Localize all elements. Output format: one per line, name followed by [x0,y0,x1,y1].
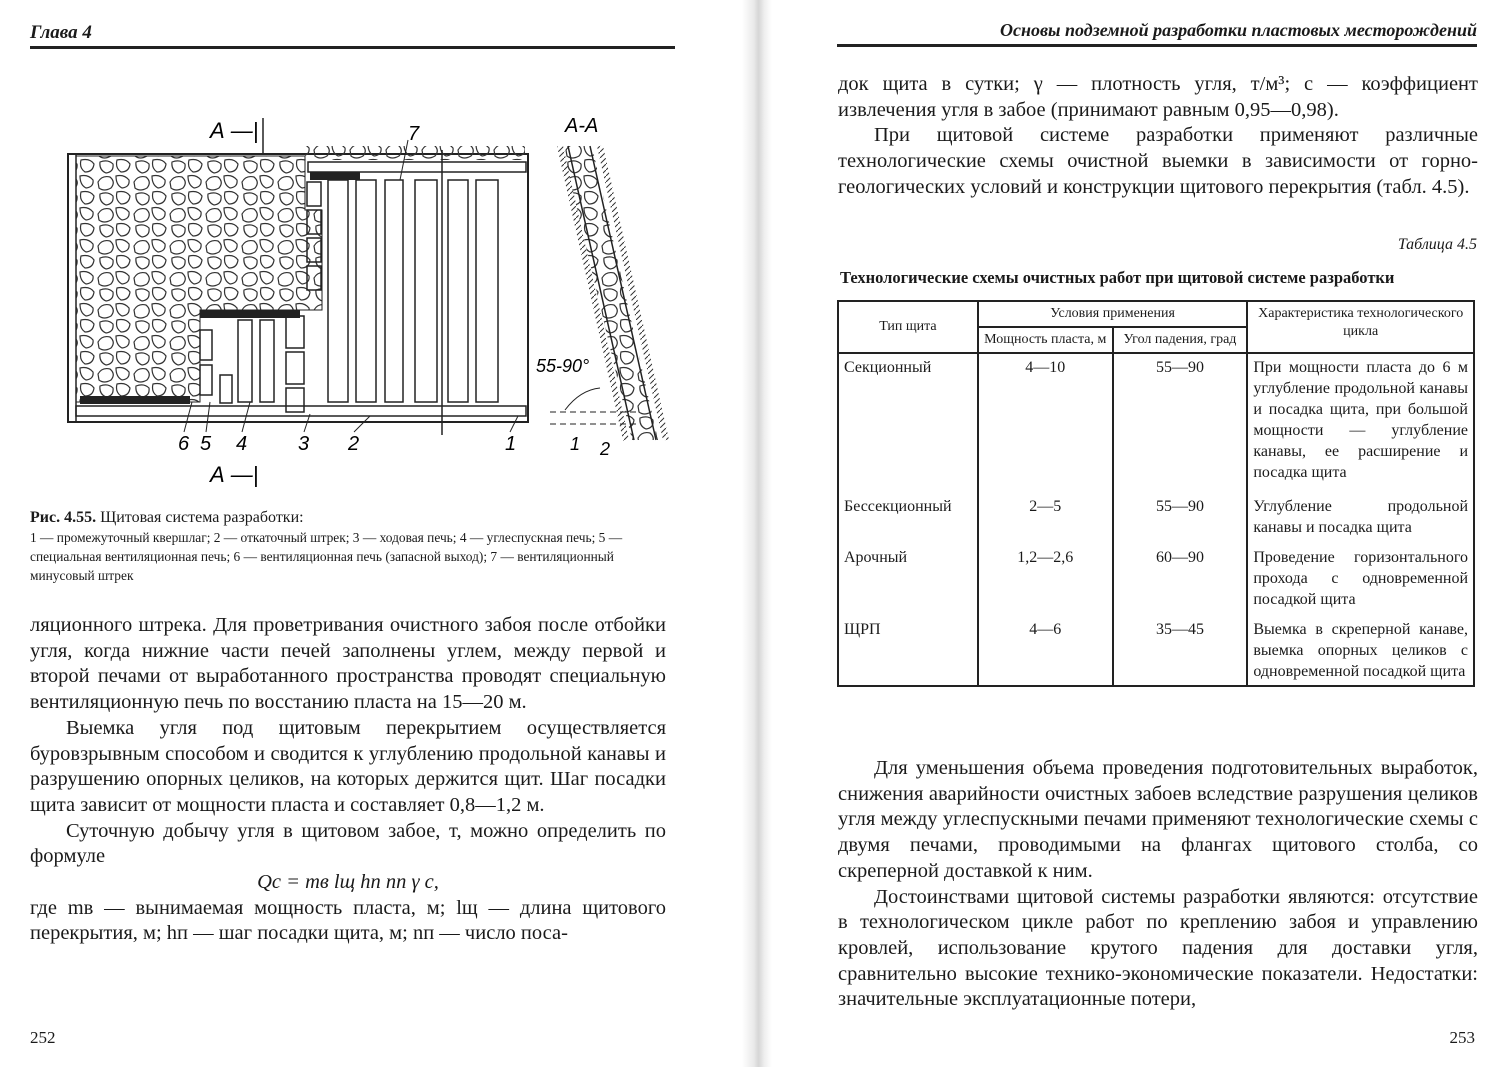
cell-characteristic: При мощности пласта до 6 м углубление продольной канавы и посадка щита, при большой мощности — углубление канавы, ее расширение и посадка щита [1247,353,1474,493]
cell-type: Бессекционный [838,493,978,544]
cell-thickness: 4—10 [978,353,1113,493]
cell-characteristic: Проведение горизонтального прохода с одновременной посадкой щита [1247,544,1474,616]
figure-legend: 1 — промежуточный квершлаг; 2 — откаточный штрек; 3 — ходовая печь; 4 — углеспускная печь; 5 — специальная вентиляционная печь; 6 — вентиляционная печь (запасной выход); 7 — вентиляционный минусовый штрек [30,530,623,583]
table-number: Таблица 4.5 [1397,236,1477,253]
angle-label: 55-90° [536,356,590,376]
table-row [838,616,1474,686]
label-1: 1 [505,433,517,455]
figure-title: Щитовая система разработки: [100,509,304,526]
table-title: Технологические схемы очистных работ при щитовой системе разработки [840,268,1395,287]
cell-characteristic: Углубление продольной канавы и посадка щита [1247,493,1474,544]
running-head-right: Основы подземной разработки пластовых месторождений [999,20,1477,40]
page-number-right: 253 [1449,1028,1475,1047]
cell-angle: 35—45 [1113,616,1248,686]
th-thickness: Мощность пласта, м [978,327,1113,353]
paragraph: где mв — вынимаемая мощность пласта, м; lщ — длина щитового перекрытия, м; hп — шаг посадки щита, м; nп — число поса- [30,896,666,945]
running-head-left: Глава 4 [30,22,92,43]
left-body-text [30,613,666,947]
label-6: 6 [178,433,190,455]
label-5: 5 [200,433,212,455]
table-row [838,493,1474,544]
th-angle: Угол падения, град [1113,327,1248,353]
schemes-table [837,300,1475,687]
paragraph: ляционного штрека. Для проветривания очистного забоя после отбойки угля, когда нижние части печей заполнены углем, между первой и второй печами от выработанного пространства проводят специальную вентиляционную печь по восстанию пласта на 15—20 м. [30,614,666,714]
cell-thickness: 2—5 [978,493,1113,544]
formula: Qс = mв lщ hп nп γ c, [257,871,439,894]
paragraph: Выемка угля под щитовым перекрытием осуществляется буровзрывным способом и сводится к углублению продольной канавы и разрушению опорных целиков, на которых держится щит. Шаг посадки щита зависит от мощности пласта и составляет 0,8—1,2 м. [30,716,666,816]
paragraph: док щита в сутки; γ — плотность угля, т/м³; c — коэффициент извлечения угля в забое (принимают равным 0,95—0,98). [838,73,1478,121]
section-mark-bottom: А —| [210,462,259,487]
table-row [838,353,1474,493]
label-7: 7 [408,123,420,145]
section-title: А-А [565,115,599,137]
right-body-text-bottom [838,756,1478,1013]
figure-label: Рис. 4.55. [30,509,97,526]
th-characteristic: Характеристика технологического цикла [1247,301,1474,353]
label-3: 3 [298,433,310,455]
page-number-left: 252 [30,1028,56,1047]
label-4: 4 [236,433,248,455]
section-mark-top: А —| [210,118,259,143]
cell-angle: 60—90 [1113,544,1248,616]
cell-characteristic: Выемка в скреперной канаве, выемка опорных целиков с одновременной посадкой щита [1247,616,1474,686]
header-rule-right [837,44,1477,47]
cell-thickness: 4—6 [978,616,1113,686]
cell-angle: 55—90 [1113,353,1248,493]
paragraph: Для уменьшения объема проведения подготовительных выработок, снижения аварийности очистных забоев вследствие разрушения целиков угля между углеспускными печами применяют технологические схемы с двумя печами, проводимыми на флангах щитового столба, со скреперной доставкой к ним. [838,757,1478,882]
table-row [838,544,1474,616]
paragraph: Достоинствами щитовой системы разработки являются: отсутствие в технологическом цикле работ по креплению забоя и управлению кровлей, использование крутого падения для доставки угля, сравнительно высокие технико-экономические показатели. Недостатки: значительные эксплуатационные потери, [838,885,1478,1011]
right-page [760,0,1497,1067]
paragraph: При щитовой системе разработки применяют различные технологические схемы очистной выемки в зависимости от горно-геологических условий и конструкции щитового перекрытия (табл. 4.5). [838,124,1478,198]
right-body-text-top [838,72,1478,201]
cell-type: ЩРП [838,616,978,686]
section-label-1: 1 [570,434,581,454]
paragraph: Суточную добычу угля в щитовом забое, т, можно определить по формуле [30,819,666,868]
cell-angle: 55—90 [1113,493,1248,544]
figure-caption [30,508,670,585]
header-rule-left [30,46,675,49]
cell-thickness: 1,2—2,6 [978,544,1113,616]
cell-type: Арочный [838,544,978,616]
th-conditions: Условия применения [978,301,1248,327]
cell-type: Секционный [838,353,978,493]
label-2: 2 [348,433,360,455]
figure-shield-system [60,110,670,500]
section-label-2: 2 [600,439,611,459]
th-type: Тип щита [838,301,978,353]
